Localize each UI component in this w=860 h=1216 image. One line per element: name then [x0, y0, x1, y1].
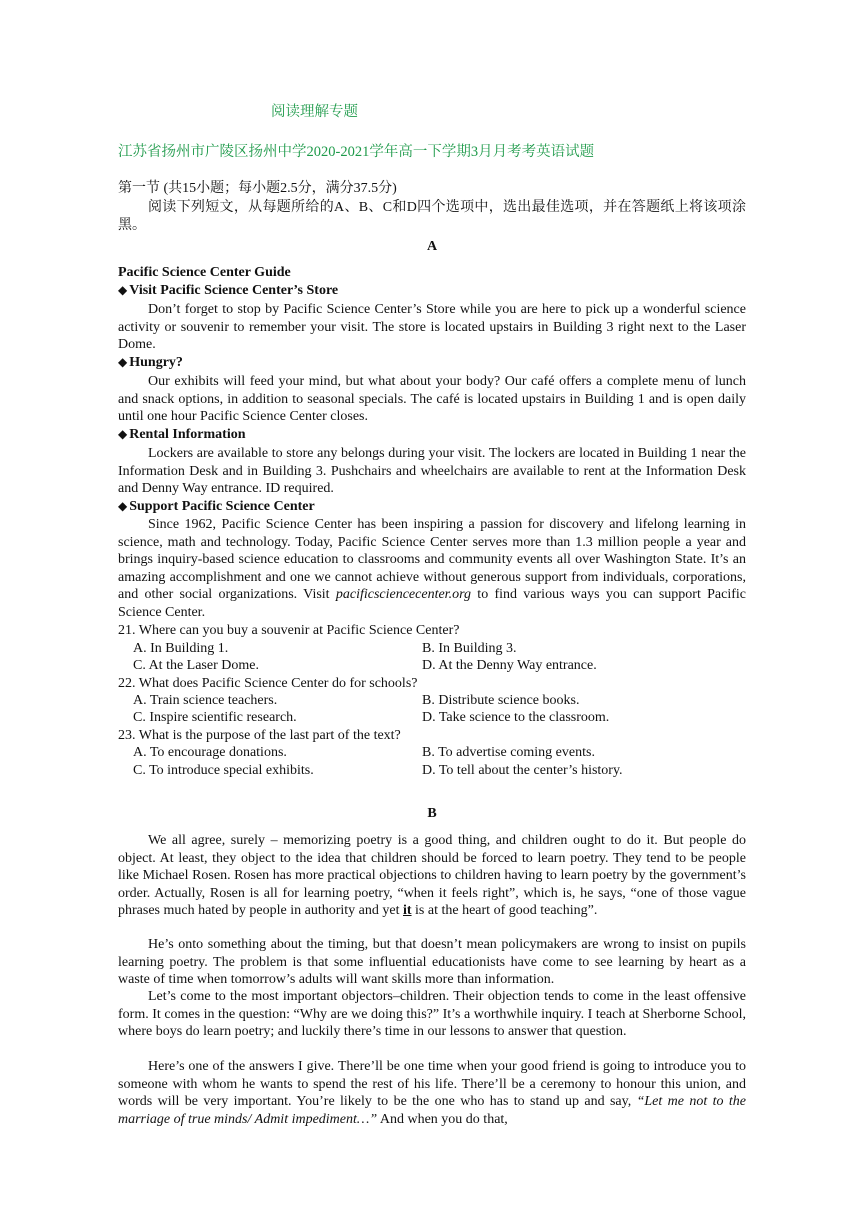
store-paragraph: Don’t forget to stop by Pacific Science Center’s Store while you are here to pick up a wonderful science activity or souvenir to remember your visit. The store is located upstairs in Building 3 right next to the Laser Dome. — [118, 302, 746, 353]
poem-quote: “Let me not to the marriage of true minds/ Admit impediment…” — [118, 1094, 746, 1127]
passage-b-paragraph-1: We all agree, surely – memorizing poetry is a good thing, and children ought to do it. But people do object. At least, they object to the idea that children should be forced to learn poetry. They tend to be people like Michael Rosen. Rosen has more practical objections to children having to learn poetry by the government’s order. Actually, Rosen is all for learning poetry, “when it feels right”, which is, he says, “one of those vague phrases much hated by people in authority and yet it is at the heart of good teaching”. — [118, 833, 746, 919]
diamond-bullet-icon: ◆ — [118, 355, 128, 369]
diamond-bullet-icon: ◆ — [118, 283, 128, 297]
passage-b-label: B — [427, 806, 437, 821]
website-link: pacificsciencecenter.org — [335, 587, 472, 603]
exam-title: 江苏省扬州市广陵区扬州中学2020-2021学年高一下学期3月月考考英语试题 — [118, 144, 595, 160]
option-23-a: A. To encourage donations. — [133, 745, 287, 760]
option-22-c: C. Inspire scientific research. — [133, 710, 297, 725]
diamond-bullet-icon: ◆ — [118, 427, 128, 441]
option-22-d: D. Take science to the classroom. — [422, 710, 610, 725]
option-21-a: A. In Building 1. — [133, 641, 229, 656]
store-heading: ◆ Visit Pacific Science Center’s Store — [118, 283, 339, 298]
section-title: 第一节 (共15小题；每小题2.5分，满分37.5分) — [118, 181, 397, 196]
option-22-b: B. Distribute science books. — [422, 693, 580, 708]
rental-heading: ◆ Rental Information — [118, 427, 246, 442]
question-21: 21. Where can you buy a souvenir at Pacific Science Center? — [118, 623, 460, 638]
question-23: 23. What is the purpose of the last part of the text? — [118, 728, 401, 743]
cafe-paragraph: Our exhibits will feed your mind, but what about your body? Our café offers a complete menu of lunch and snack options, in addition to seasonal specials. The café is located upstairs in Building 1 and is open daily until one hour Pacific Science Center closes. — [118, 374, 746, 425]
passage-b-paragraph-2: He’s onto something about the timing, but that doesn’t mean policymakers are wrong to insist on pupils learning poetry. The problem is that some influential educationists have come to see learning by heart as a waste of time when tomorrow’s adults will want skills more than information. — [118, 937, 746, 988]
option-23-b: B. To advertise coming events. — [422, 745, 595, 760]
passage-b-paragraph-4: Here’s one of the answers I give. There’ll be one time when your good friend is going to introduce you to someone with whom he wants to spend the rest of his life. There’ll be a ceremony to honour this union, and words will be very important. You’re likely to be the one who has to stand up and say, “Let me not to the marriage of true minds/ Admit impediment…” And when you do that, — [118, 1059, 746, 1127]
option-23-d: D. To tell about the center’s history. — [422, 763, 623, 778]
section-instructions: 阅读下列短文，从每题所给的A、B、C和D四个选项中，选出最佳选项，并在答题纸上将该项涂黑。 — [118, 200, 746, 233]
passage-a-label: A — [426, 239, 438, 254]
option-21-b: B. In Building 3. — [422, 641, 517, 656]
support-paragraph: Since 1962, Pacific Science Center has been inspiring a passion for discovery and lifelong learning in science, math and technology. Today, Pacific Science Center serves more than 1.3 million people a year and brings inquiry-based science education to classrooms and community events all over Washington State. It’s an amazing accomplishment and one we cannot achieve without generous support from individuals, corporations, and other social organizations. Visit pacificsciencecenter.org to find various ways you can support Pacific Science Center. — [118, 517, 746, 620]
rental-paragraph: Lockers are available to store any belongs during your visit. The lockers are located in Building 1 near the Information Desk and in Building 3. Pushchairs and wheelchairs are available to rent at the Information Desk and Denny Way entrance. ID required. — [118, 446, 746, 497]
diamond-bullet-icon: ◆ — [118, 499, 128, 513]
option-23-c: C. To introduce special exhibits. — [133, 763, 314, 778]
option-21-c: C. At the Laser Dome. — [133, 658, 259, 673]
support-heading: ◆ Support Pacific Science Center — [118, 499, 315, 514]
option-21-d: D. At the Denny Way entrance. — [422, 658, 597, 673]
option-22-a: A. Train science teachers. — [133, 693, 278, 708]
question-22: 22. What does Pacific Science Center do for schools? — [118, 676, 418, 691]
passage-a-title: Pacific Science Center Guide — [118, 265, 291, 280]
underlined-word: it — [402, 903, 412, 919]
passage-b-paragraph-3: Let’s come to the most important objectors–children. Their objection tends to come in the least offensive form. It comes in the question: “Why are we doing this?” It’s a worthwhile inquiry. I teach at Sherborne School, where boys do learn poetry; and luckily there’s time in our lessons to answer that question. — [118, 989, 746, 1040]
topic-title: 阅读理解专题 — [271, 104, 358, 120]
hungry-heading: ◆ Hungry? — [118, 355, 183, 370]
